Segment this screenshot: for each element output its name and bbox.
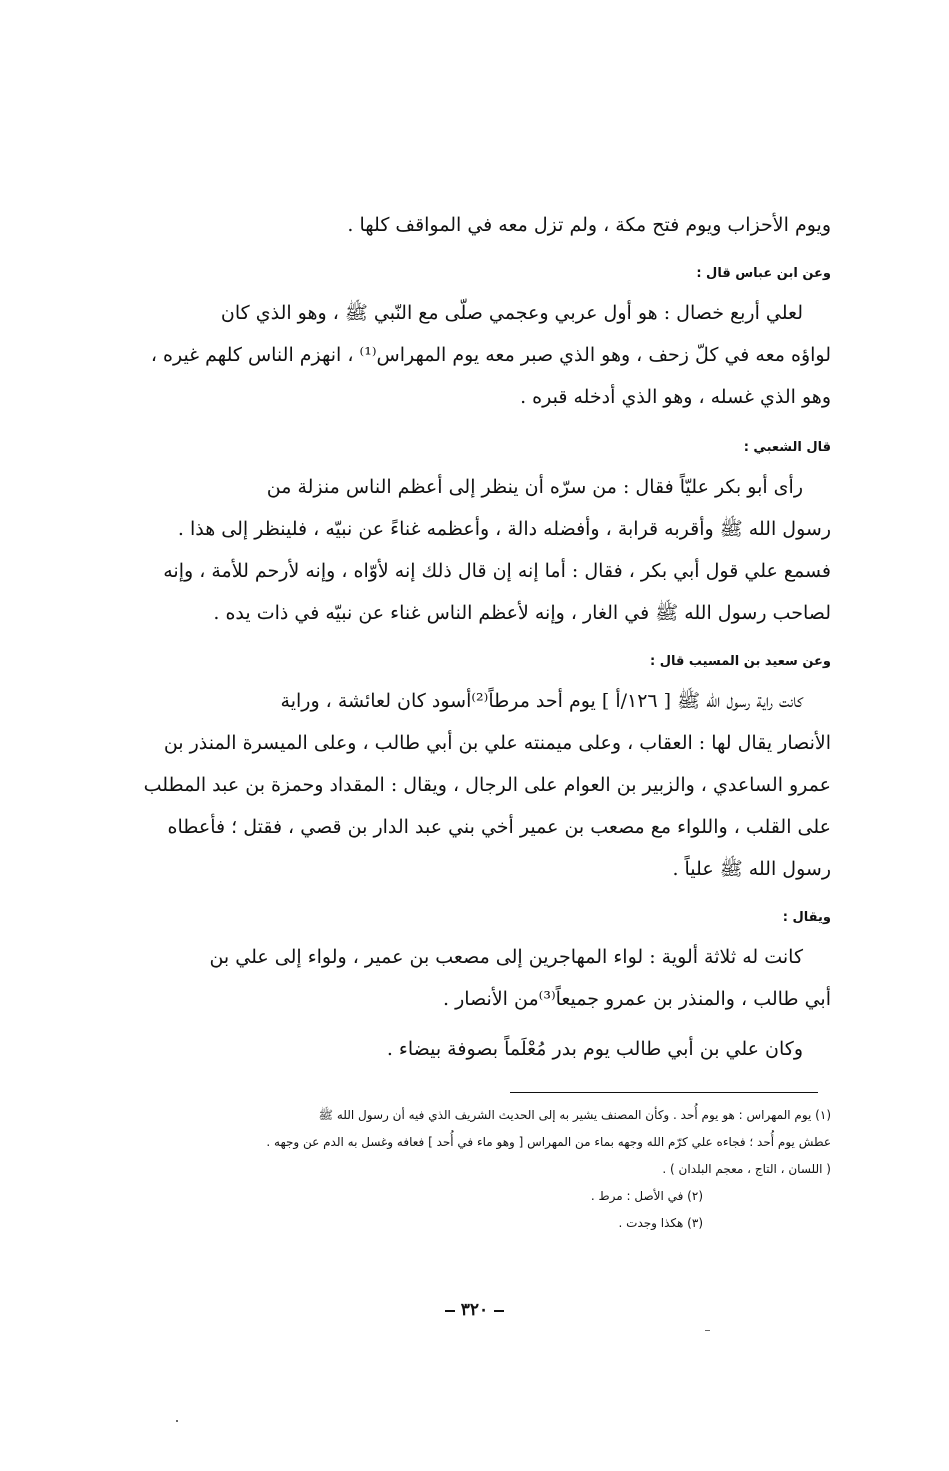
main-text — [118, 204, 831, 246]
section-yuqal — [118, 906, 831, 1070]
section-shabi — [118, 436, 831, 634]
text-line: وهو الذي غسله ، وهو الذي أدخله قبره . — [520, 386, 831, 408]
text-line: كانت له ثلاثة ألوية : لواء المهاجرين إلى مصعب بن عمير ، ولواء إلى علي بن — [209, 946, 803, 968]
text-line: رأى أبو بكر عليّاً فقال : من سرّه أن ينظر إلى أعظم الناس منزلة من — [266, 476, 803, 498]
scan-speck — [705, 1330, 710, 1331]
text-line: وكان علي بن أبي طالب يوم بدر مُعْلَماً بصوفة بيضاء . — [386, 1038, 803, 1060]
text-line: كانت راية رسول الله ﷺ [ ١٢٦/أ ] يوم أحد مرطاً⁽²⁾أسود كان لعائشة ، وراية — [280, 690, 803, 712]
text-line: لعلي أربع خصال : هو أول عربي وعجمي صلّى مع النّبي ﷺ ، وهو الذي كان — [220, 302, 803, 324]
footnote-line: (١) يوم المهراس : هو يوم أُحد . وكأن المصنف يشير به إلى الحديث الشريف الذي فيه أن رسول الله ﷺ — [318, 1108, 831, 1122]
section-heading: قال الشعبي : — [743, 440, 831, 455]
text-line: على القلب ، واللواء مع مصعب بن عمير أخي بني عبد الدار بن قصي ، فقتل ؛ فأعطاه — [167, 816, 831, 838]
section-ibn-abbas — [118, 262, 831, 418]
dash-mark — [445, 1310, 455, 1312]
dash-mark — [494, 1310, 504, 1312]
footnote-line: (٣) هكذا وجدت . — [618, 1216, 703, 1230]
footnote-separator — [510, 1092, 818, 1093]
page-number-value: ٣٢٠ — [460, 1300, 489, 1320]
scan-speck — [176, 1420, 178, 1422]
footnote-line: عطش يوم أُحد ؛ فجاءه علي كرّم الله وجهه بماء من المهراس [ وهو ماء في أُحد ] فعافه وغسل به الدم عن وجهه . — [266, 1135, 831, 1149]
section-heading: وعن ابن عباس قال : — [696, 266, 831, 281]
text-line: لواؤه معه في كلّ زحف ، وهو الذي صبر معه يوم المهراس⁽¹⁾ ، انهزم الناس كلهم غيره ، — [150, 344, 831, 366]
text-line: الأنصار يقال لها : العقاب ، وعلى ميمنته علي بن أبي طالب ، وعلى الميسرة المنذر بن — [163, 732, 831, 754]
text-line: فسمع علي قول أبي بكر ، فقال : أما إنه إن قال ذلك إنه لأوّاه ، وإنه لأرحم للأمة ، وإنه — [163, 560, 831, 582]
footnote-line: (٢) في الأصل : مرط . — [590, 1189, 703, 1203]
text-line: عمرو الساعدي ، والزبير بن العوام على الرجال ، ويقال : المقداد وحمزة بن عبد المطلب — [143, 774, 831, 796]
text-line: أبي طالب ، والمنذر بن عمرو جميعاً⁽³⁾من الأنصار . — [443, 988, 831, 1010]
section-heading: وعن سعيد بن المسيب قال : — [649, 654, 831, 669]
text-line: لصاحب رسول الله ﷺ في الغار ، وإنه لأعظم الناس غناء عن نبيّه في ذات يده . — [213, 602, 831, 624]
section-ibn-musayyib — [118, 650, 831, 890]
text-line: رسول الله ﷺ علياً . — [672, 858, 831, 880]
text-line: ويوم الأحزاب ويوم فتح مكة ، ولم تزل معه في المواقف كلها . — [347, 214, 831, 236]
page-number — [0, 1300, 949, 1320]
footnote-line: ( اللسان ، التاج ، معجم البلدان ) . — [662, 1162, 831, 1176]
section-heading: ويقال : — [782, 910, 831, 925]
text-line: رسول الله ﷺ وأقربه قرابة ، وأفضله دالة ، وأعظمه غناءً عن نبيّه ، فلينظر إلى هذا . — [177, 518, 831, 540]
footnotes — [118, 1102, 831, 1237]
